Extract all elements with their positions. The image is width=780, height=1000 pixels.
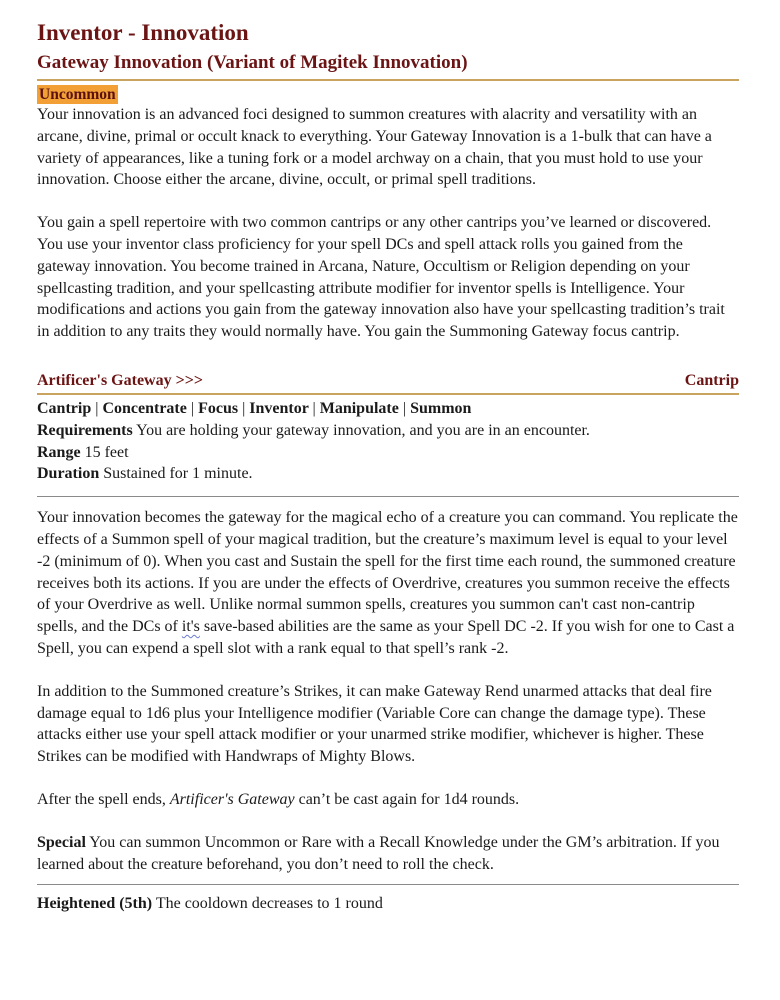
special-text: You can summon Uncommon or Rare with a Recall Knowledge under the GM’s arbitration. If you learned about the creature beforehand, you don’t need to roll the check. bbox=[37, 833, 720, 873]
duration-text: Sustained for 1 minute. bbox=[103, 465, 253, 483]
body-paragraph-3 bbox=[37, 789, 739, 811]
body-paragraph-2: In addition to the Summoned creature’s Strikes, it can make Gateway Rend unarmed attacks that deal fire damage equal to 1d6 plus your Intelligence modifier (Variable Core can change the damage type). These attacks either use your spell attack modifier or your unarmed strike modifier, whichever is higher. These Strikes can be modified with Handwraps of Mighty Blows. bbox=[37, 682, 712, 766]
page-title: Inventor - Innovation bbox=[37, 20, 249, 45]
trait: Summon bbox=[410, 399, 472, 417]
body-text: After the spell ends, bbox=[37, 790, 170, 808]
special-label: Special bbox=[37, 833, 86, 851]
page-subtitle: Gateway Innovation (Variant of Magitek Innovation) bbox=[37, 52, 468, 73]
trait-separator: | bbox=[402, 399, 407, 417]
spell-header bbox=[37, 370, 739, 392]
body-text: can’t be cast again for 1d4 rounds. bbox=[294, 790, 520, 808]
trait-separator: | bbox=[242, 399, 246, 417]
heightened-line bbox=[37, 893, 739, 915]
trait-separator: | bbox=[190, 399, 195, 417]
range-line bbox=[37, 442, 739, 464]
spell-name: Artificer's Gateway >>> bbox=[37, 371, 203, 389]
trait-separator: | bbox=[312, 399, 316, 417]
trait: Cantrip bbox=[37, 399, 92, 417]
spell-traits bbox=[37, 398, 739, 420]
body-paragraph-1 bbox=[37, 507, 739, 660]
spellcheck-word: it's bbox=[181, 618, 200, 636]
stat-block-divider bbox=[37, 496, 739, 497]
trait: Concentrate bbox=[102, 399, 187, 417]
body-text: Your innovation becomes the gateway for the magical echo of a creature you can command. You replicate the effects of a Summon spell of your magical tradition, but the creature’s maximum level is equal to your level -2 (minimum of 0). When you cast and Sustain the spell for the first time each round, the summoned creature receives both its actions. If you are under the effects of Overdrive, creatures you summon receive the effects of your Overdrive as well. Unlike normal summon spells, creatures you summon can't cast non-cantrip spells, and the DCs of bbox=[37, 509, 738, 636]
requirements-text: You are holding your gateway innovation, and you are in an encounter. bbox=[136, 421, 590, 439]
requirements-line bbox=[37, 420, 739, 442]
rarity-badge: Uncommon bbox=[39, 86, 116, 103]
range-label: Range bbox=[37, 443, 81, 461]
body-text: save-based abilities are the same as your Spell DC -2. If you wish for one to Cast a Spell, you can expend a spell slot with a rank equal to that spell’s rank -2. bbox=[37, 618, 735, 657]
duration-label: Duration bbox=[37, 465, 100, 483]
trait: Focus bbox=[198, 399, 239, 417]
range-text: 15 feet bbox=[84, 443, 129, 461]
special-paragraph bbox=[37, 832, 739, 876]
heightened-text: The cooldown decreases to 1 round bbox=[155, 895, 383, 913]
trait: Manipulate bbox=[319, 399, 399, 417]
intro-paragraph-2: You gain a spell repertoire with two common cantrips or any other cantrips you’ve learned or discovered. You use your inventor class proficiency for your spell DCs and spell attack rolls you gained from the gateway innovation. You become trained in Arcana, Nature, Occultism or Religion depending on your spellcasting tradition, and your spellcasting attribute modifier for inventor spells is Intelligence. Your modifications and actions you gain from the gateway innovation also have your spellcasting tradition’s trait in addition to any traits they would normally have. You gain the Summoning Gateway focus cantrip. bbox=[37, 214, 725, 341]
trait: Inventor bbox=[249, 399, 309, 417]
spell-name-italic: Artificer's Gateway bbox=[169, 790, 295, 808]
intro-paragraph-1: Your innovation is an advanced foci designed to summon creatures with alacrity and versatility with an arcane, divine, primal or occult knack to everything. Your Gateway Innovation is a 1-bulk that can have a variety of appearances, like a tuning fork or a model archway on a chain, that you must hold to use your innovation. Choose either the arcane, divine, occult, or primal spell traditions. bbox=[37, 106, 712, 189]
requirements-label: Requirements bbox=[37, 421, 133, 439]
title-divider bbox=[37, 79, 739, 81]
heightened-divider bbox=[37, 884, 739, 885]
page bbox=[37, 18, 739, 915]
spell-type: Cantrip bbox=[684, 371, 739, 389]
spell-header-divider bbox=[37, 393, 739, 395]
heightened-label: Heightened (5th) bbox=[37, 895, 153, 913]
duration-line bbox=[37, 463, 739, 485]
trait-separator: | bbox=[95, 399, 99, 417]
